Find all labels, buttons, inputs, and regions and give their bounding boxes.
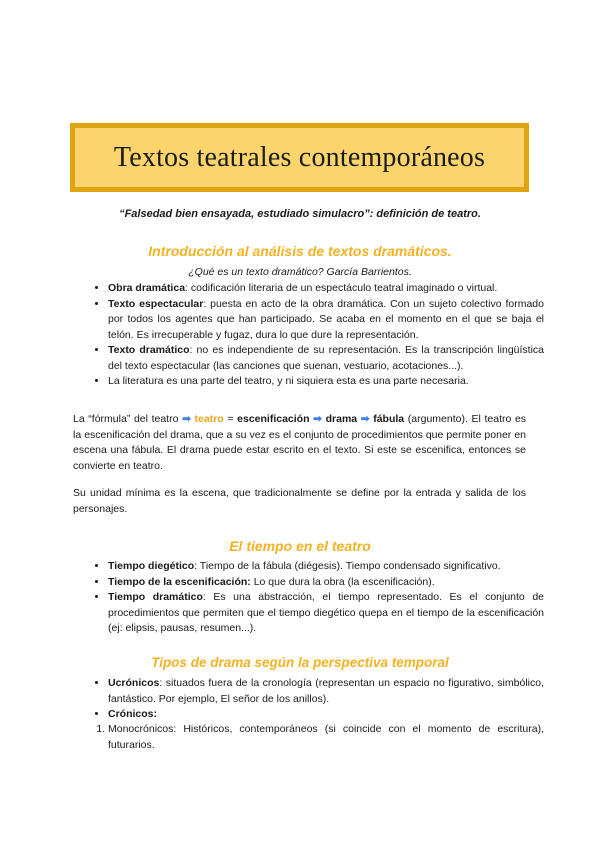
section-heading-intro: Introducción al análisis de textos dramáticos. xyxy=(148,243,452,259)
list-item: • Ucrónicos: situados fuera de la cronología (representan un espacio no figurativo, simbólico, fantástico. Por ejemplo, El señor de los anillos). xyxy=(108,676,544,707)
section-heading-types: Tipos de drama según la perspectiva temporal xyxy=(151,655,449,670)
list-item: • Texto dramático: no es independiente de su representación. Es la transcripción lingüística del texto espectacular (las canciones que suenan, vestuario, acotaciones...). xyxy=(108,343,544,374)
list-item: • La literatura es una parte del teatro, y ni siquiera esta es una parte necesaria. xyxy=(108,374,544,390)
intro-list xyxy=(90,281,544,390)
list-item: • Obra dramática: codificación literaria de un espectáculo teatral imaginado o virtual. xyxy=(108,281,544,297)
formula-paragraph: La “fórmula” del teatro ➡ teatro = escenificación ➡ drama ➡ fábula (argumento). El teatro es la escenificación del drama, que a su vez es el conjunto de procedimientos que permite poner en escena una fábula. El drama puede estar escrito en el texto. Si este se escenifica, entonces se convierte en teatro. xyxy=(73,413,527,472)
list-item: • Tiempo dramático: Es una abstracción, el tiempo representado. Es el conjunto de procedimientos que permiten que el tiempo diegético quepa en el tiempo de la escenificación (ej: elipsis, pausas, resumen...). xyxy=(108,590,544,637)
list-item: • Tiempo diegético: Tiempo de la fábula (diégesis). Tiempo condensado significativo. xyxy=(108,559,544,575)
list-item: • Texto espectacular: puesta en acto de la obra dramática. Con un sujeto colectivo formado por todos los agentes que han participado. Se acaba en el momento en el que se baja el telón. Es irrecuperable y fugaz, dura lo que dure la representación. xyxy=(108,297,544,344)
types-list xyxy=(90,676,544,723)
unit-paragraph: Su unidad mínima es la escena, que tradicionalmente se define por la entrada y salida de los personajes. xyxy=(73,487,526,515)
definition-quote: “Falsedad bien ensayada, estudiado simulacro”: definición de teatro. xyxy=(119,208,481,220)
arrow-right-icon: ➡ xyxy=(182,413,191,425)
list-item: • Crónicos: xyxy=(108,707,544,723)
title-box xyxy=(70,123,529,192)
page-title: Textos teatrales contemporáneos xyxy=(113,141,486,173)
types-numbered-list xyxy=(90,722,544,753)
arrow-right-icon: ➡ xyxy=(360,413,370,425)
section-heading-time: El tiempo en el teatro xyxy=(229,538,371,554)
numbered-item: 1. Monocrónicos: Históricos, contemporáneos (si coincide con el momento de escritura), futurarios. xyxy=(108,722,544,753)
list-item: • Tiempo de la escenificación: Lo que dura la obra (la escenificación). xyxy=(108,575,544,591)
arrow-right-icon: ➡ xyxy=(313,413,322,425)
time-list xyxy=(90,559,544,637)
section-subheading: ¿Qué es un texto dramático? García Barrientos. xyxy=(188,266,412,278)
